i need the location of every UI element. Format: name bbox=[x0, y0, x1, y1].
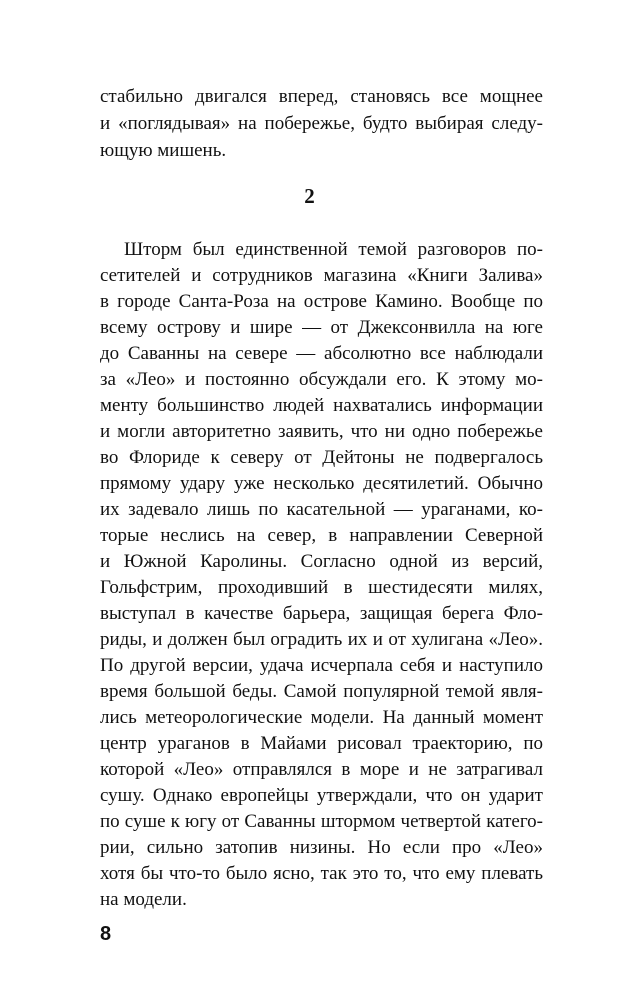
text-line: на модели. bbox=[100, 889, 187, 910]
text-line: хотя бы что-то было ясно, так это то, что ему плевать bbox=[100, 863, 543, 884]
text-line: рии, сильно затопив низины. Но если про «Лео» bbox=[100, 837, 543, 858]
text-line: Гольфстрим, проходивший в шестидесяти милях, bbox=[100, 577, 543, 598]
page-number: 8 bbox=[100, 923, 112, 945]
text-line: которой «Лео» отправлялся в море и не затрагивал bbox=[100, 759, 543, 780]
text-line: всему острову и шире — от Джексонвилла на юге bbox=[100, 317, 543, 338]
text-line: ющую мишень. bbox=[100, 140, 227, 161]
text-line: в городе Санта-Роза на острове Камино. Вообще по bbox=[100, 291, 543, 312]
text-line: стабильно двигался вперед, становясь все мощнее bbox=[100, 86, 543, 107]
text-line: во Флориде к северу от Дейтоны не подвергалось bbox=[100, 447, 543, 468]
text-line: выступал в качестве барьера, защищая берега Фло- bbox=[100, 603, 543, 624]
text-line: лись метеорологические модели. На данный момент bbox=[100, 707, 543, 728]
text-line: По другой версии, удача исчерпала себя и наступило bbox=[100, 655, 543, 676]
text-line: время большой беды. Самой популярной темой явля- bbox=[100, 681, 543, 702]
text-line: и Южной Каролины. Согласно одной из версий, bbox=[100, 551, 543, 572]
text-line: Шторм был единственной темой разговоров по- bbox=[124, 239, 543, 260]
text-line: их задевало лишь по касательной — ураганами, ко- bbox=[100, 499, 543, 520]
text-line: до Саванны на севере — абсолютно все наблюдали bbox=[100, 343, 543, 364]
text-line: сушу. Однако европейцы утверждали, что он ударит bbox=[100, 785, 543, 806]
text-line: торые неслись на север, в направлении Северной bbox=[100, 525, 543, 546]
chapter-number: 2 bbox=[304, 184, 315, 208]
text-line: и «поглядывая» на побережье, будто выбирая следу- bbox=[100, 113, 543, 134]
text-line: сетителей и сотрудников магазина «Книги Залива» bbox=[100, 265, 543, 286]
text-line: центр ураганов в Майами рисовал траекторию, по bbox=[100, 733, 543, 754]
text-line: по суше к югу от Саванны штормом четвертой катего- bbox=[100, 811, 543, 832]
text-line: менту большинство людей нахватались информации bbox=[100, 395, 543, 416]
text-line: риды, и должен был оградить их и от хулигана «Лео». bbox=[100, 629, 543, 650]
text-line: и могли авторитетно заявить, что ни одно побережье bbox=[100, 421, 543, 442]
text-line: за «Лео» и постоянно обсуждали его. К этому мо- bbox=[100, 369, 543, 390]
text-line: прямому удару уже несколько десятилетий. Обычно bbox=[100, 473, 543, 494]
